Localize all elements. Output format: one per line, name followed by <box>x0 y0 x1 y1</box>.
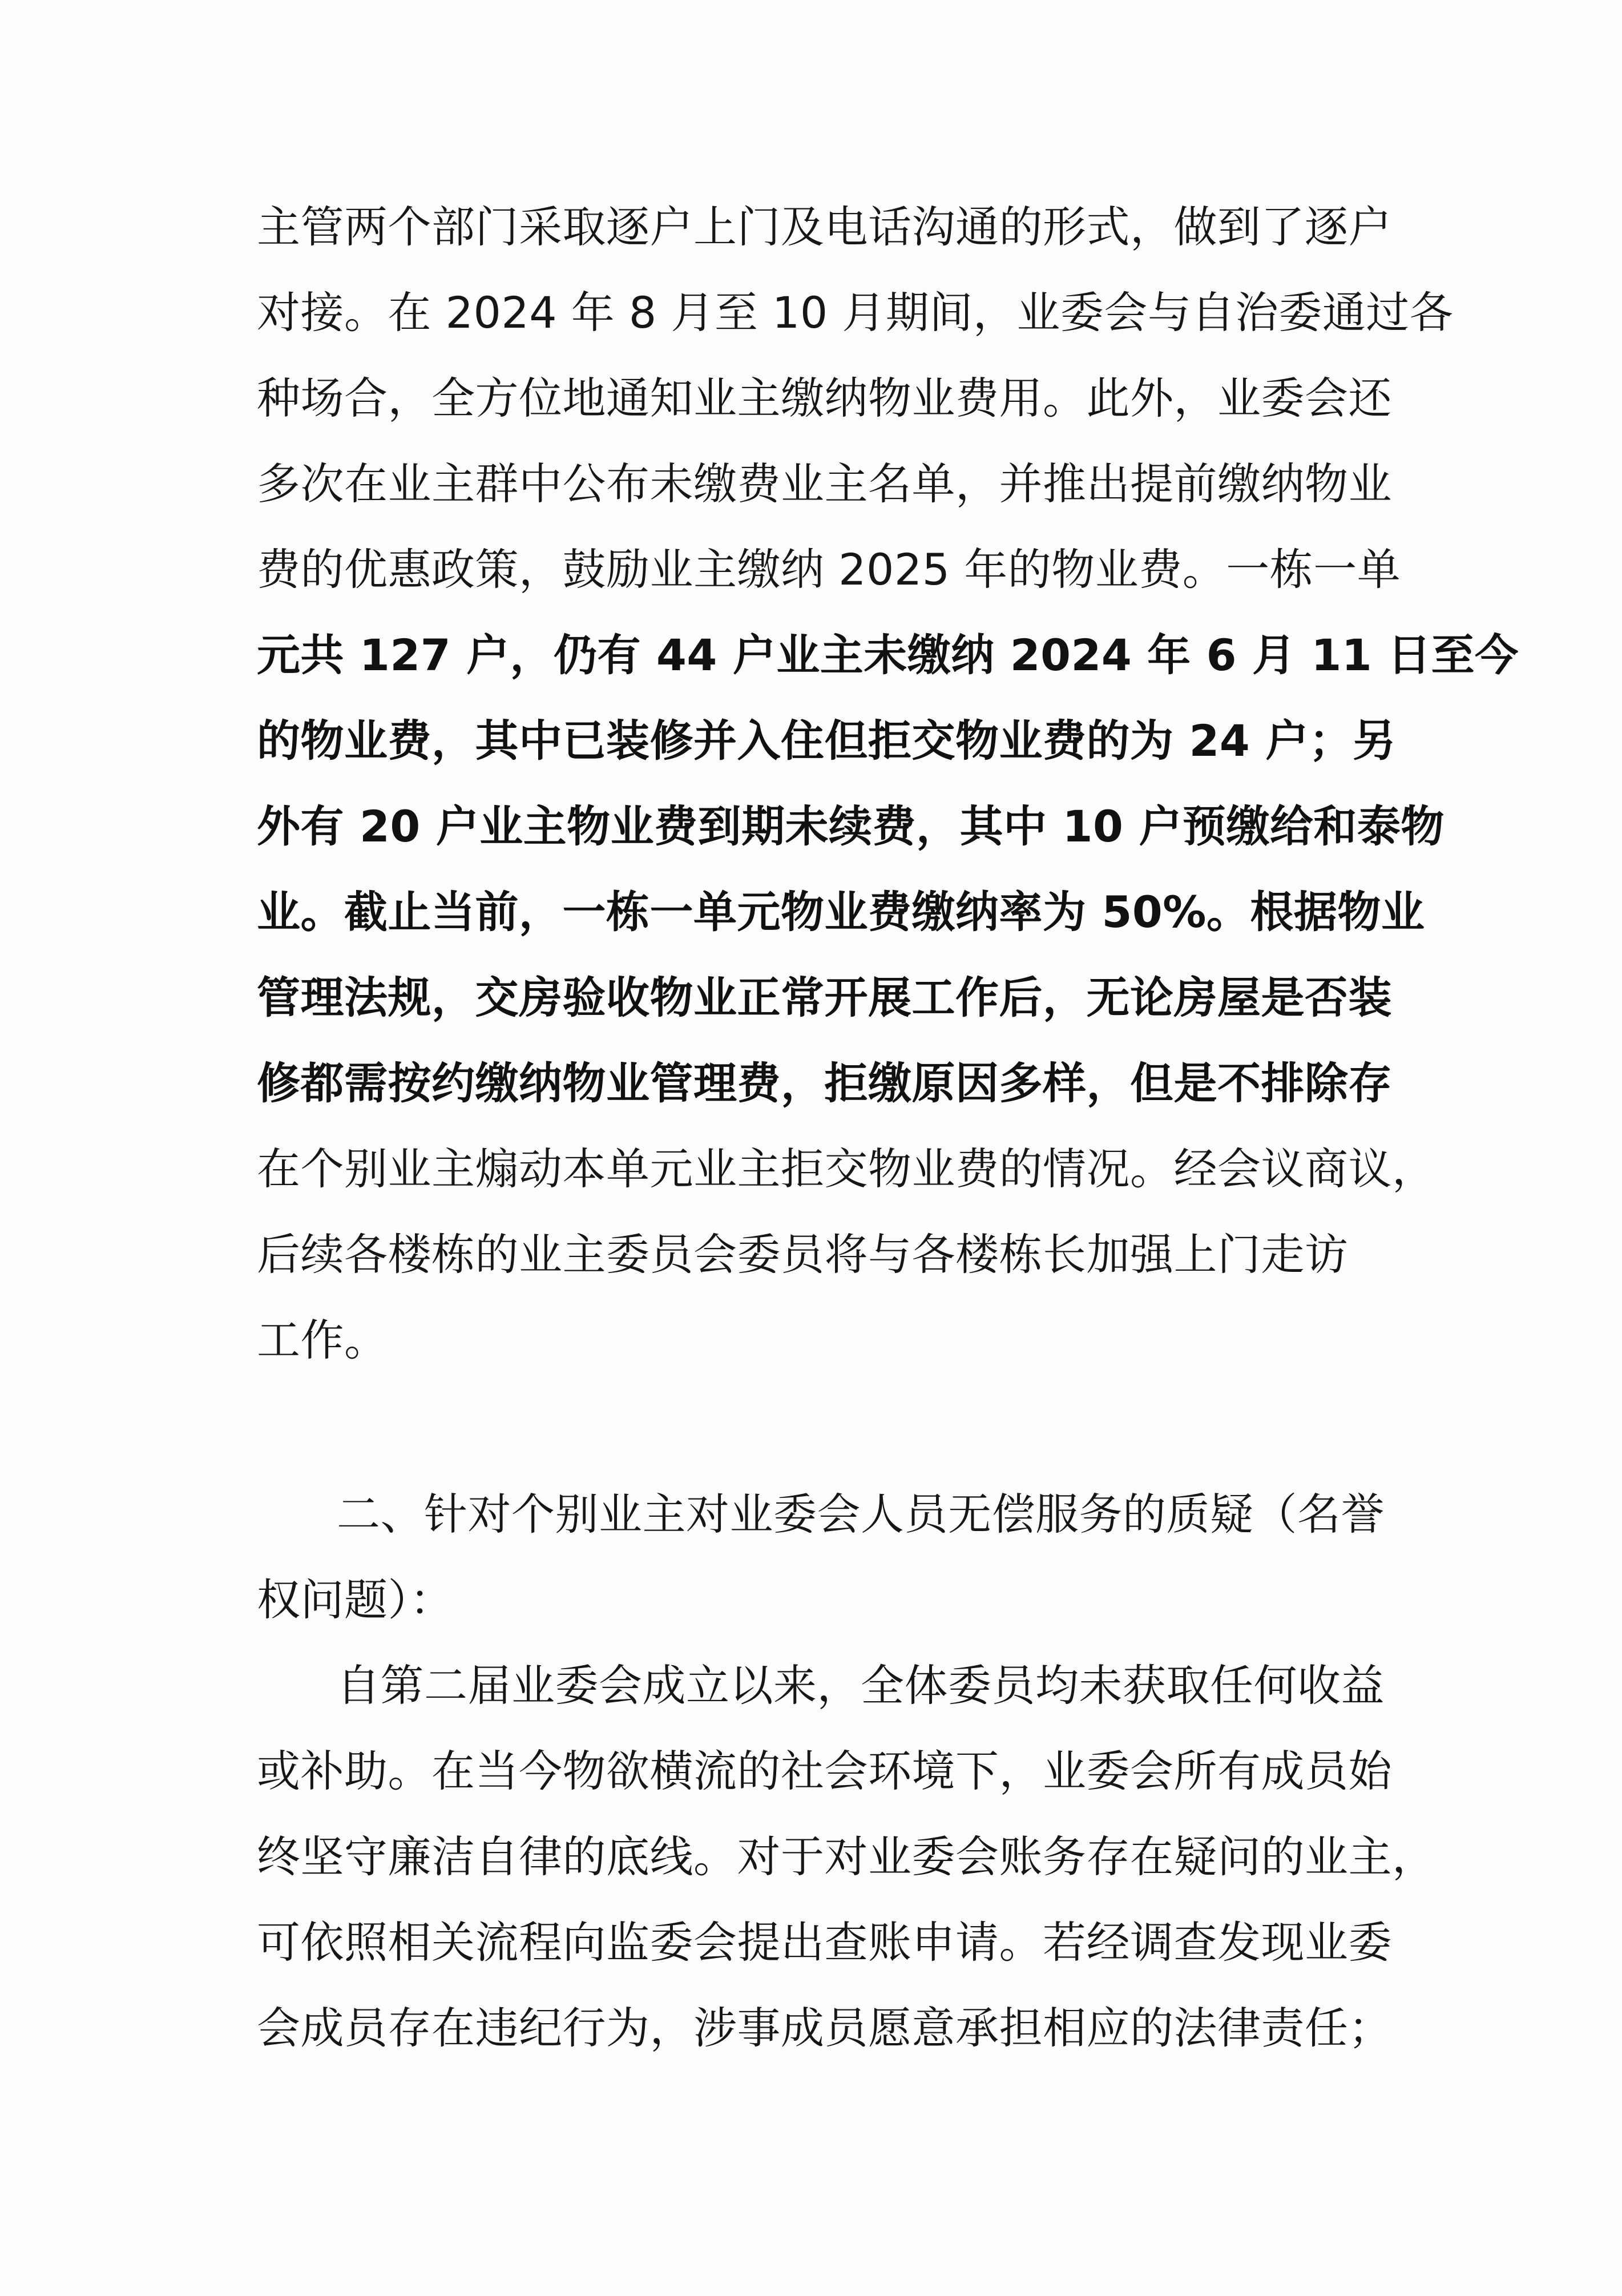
paragraph-1-line-7: 的物业费，其中已装修并入住但拒交物业费的为 24 户；另 <box>257 715 1397 766</box>
paragraph-1-line-14: 工作。 <box>257 1315 388 1365</box>
paragraph-1-line-4: 多次在业主群中公布未缴费业主名单，并推出提前缴纳物业 <box>257 458 1392 509</box>
paragraph-1-line-3: 种场合，全方位地通知业主缴纳物业费用。此外，业委会还 <box>257 373 1392 424</box>
paragraph-2-line-5: 会成员存在违纪行为，涉事成员愿意承担相应的法律责任； <box>257 2003 1392 2053</box>
paragraph-1-line-9: 业。截止当前，一栋一单元物业费缴纳率为 50%。根据物业 <box>257 887 1425 937</box>
section-2-heading-line-1: 二、针对个别业主对业委会人员无偿服务的质疑（名誉 <box>337 1489 1385 1540</box>
paragraph-2-line-4: 可依照相关流程向监委会提出查账申请。若经调查发现业委 <box>257 1917 1392 1968</box>
paragraph-1-line-6: 元共 127 户，仍有 44 户业主未缴纳 2024 年 6 月 11 日至今 <box>257 630 1519 680</box>
paragraph-1-line-8: 外有 20 户业主物业费到期未续费，其中 10 户预缴给和泰物 <box>257 801 1445 852</box>
paragraph-1-line-5: 费的优惠政策，鼓励业主缴纳 2025 年的物业费。一栋一单 <box>257 544 1401 595</box>
paragraph-2-line-2: 或补助。在当今物欲横流的社会环境下，业委会所有成员始 <box>257 1746 1392 1796</box>
paragraph-1-line-1: 主管两个部门采取逐户上门及电话沟通的形式，做到了逐户 <box>257 202 1392 252</box>
paragraph-1-line-13: 后续各楼栋的业主委员会委员将与各楼栋长加强上门走访 <box>257 1229 1349 1280</box>
paragraph-1-line-12: 在个别业主煽动本单元业主拒交物业费的情况。经会议商议， <box>257 1143 1436 1194</box>
paragraph-1-line-10: 管理法规，交房验收物业正常开展工作后，无论房屋是否装 <box>257 972 1392 1023</box>
paragraph-2-line-3: 终坚守廉洁自律的底线。对于对业委会账务存在疑问的业主， <box>257 1831 1436 1882</box>
paragraph-1-line-2: 对接。在 2024 年 8 月至 10 月期间，业委会与自治委通过各 <box>257 287 1454 338</box>
paragraph-1-line-11: 修都需按约缴纳物业管理费，拒缴原因多样，但是不排除存 <box>257 1058 1392 1109</box>
section-2-heading-line-2: 权问题）： <box>257 1574 454 1625</box>
paragraph-2-line-1: 自第二届业委会成立以来，全体委员均未获取任何收益 <box>337 1660 1385 1711</box>
